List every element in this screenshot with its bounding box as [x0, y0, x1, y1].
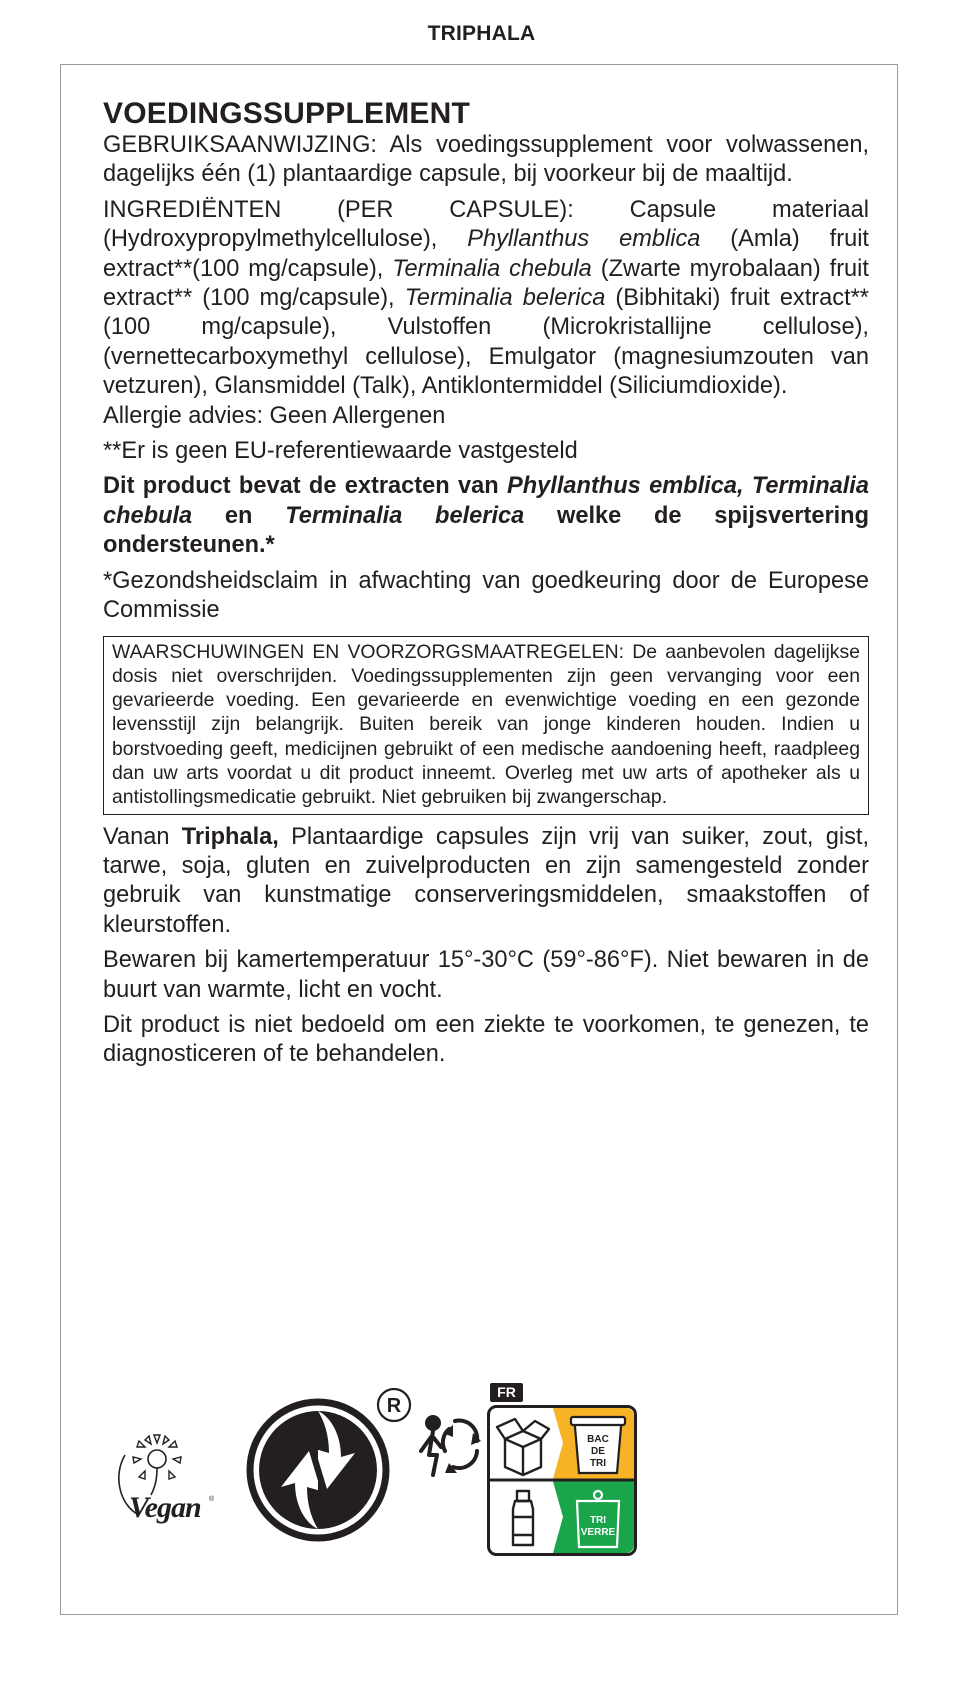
vegan-label: Vegan: [129, 1491, 201, 1524]
usage-text: GEBRUIKSAANWIJZING: Als voedingssupplement voor volwassenen, dagelijks één (1) plantaardige capsule, bij voorkeur bij de maaltijd.: [103, 132, 869, 188]
section-heading: VOEDINGSSUPPLEMENT: [103, 97, 470, 130]
eu-reference-note: **Er is geen EU-referentiewaarde vastgesteld: [103, 438, 578, 465]
registered-mark: [375, 1386, 413, 1424]
claim-footnote: *Gezondsheidsclaim in afwachting van goedkeuring door de Europese Commissie: [103, 567, 869, 624]
ingredients-text: INGREDIËNTEN (PER CAPSULE): Capsule materiaal (Hydroxypropylmethylcellulose), Phyllanthus emblica (Amla) fruit extract**(100 mg/capsule), Terminalia chebula (Zwarte myrobalaan) fruit extract** (100 mg/capsule), Terminalia belerica (Bibhitaki) fruit extract**(100 mg/capsule), Vulstoffen (Microkristallijne cellulose), (vernettecarboxymethyl cellulose), Emulgator (magnesiumzouten van vetzuren), Glansmiddel (Talk), Antiklontermiddel (Siliciumdioxide).: [103, 196, 869, 400]
tri-label: TRI: [589, 1458, 607, 1469]
page-title: TRIPHALA: [427, 22, 536, 45]
storage-text: Bewaren bij kamertemperatuur 15°-30°C (59°-86°F). Niet bewaren in de buurt van warmte, licht en vocht.: [103, 947, 869, 1003]
warning-box: WAARSCHUWINGEN EN VOORZORGSMAATREGELEN: De aanbevolen dagelijkse dosis niet overschrijden. Voedingssupplementen zijn geen vervanging voor een gevarieerde voeding. Een gevarieerde en evenwichtige voeding en een gezonde levensstijl zijn belangrijk. Buiten bereik van jonge kinderen houden. Indien u borstvoeding geeft, medicijnen gebruikt of een medische aandoening heeft, raadpleeg dan uw arts voordat u dit product inneemt. Overleg met uw arts of apotheker als u antistollingsmedicatie gebruikt. Niet gebruiken bij zwangerschap.: [103, 636, 869, 815]
fr-badge: FR: [490, 1383, 523, 1402]
tri-verre-label-2: VERRE: [580, 1527, 616, 1538]
allergy-text: Allergie advies: Geen Allergenen: [103, 402, 446, 429]
green-dot-recycling-icon: [243, 1395, 393, 1545]
sorting-info-grid: [487, 1405, 637, 1556]
free-from-text: Vanan Triphala, Plantaardige capsules zijn vrij van suiker, zout, gist, tarwe, soja, gluten en zuivelproducten en zijn samengesteld zonder gebruik van kunstmatige conserveringsmiddelen, smaakstoffen of kleurstoffen.: [103, 823, 870, 938]
health-claim: Dit product bevat de extracten van Phyllanthus emblica, Terminalia chebula en Terminalia belerica welke de spijsvertering ondersteunen.*: [103, 473, 870, 559]
triman-icon: [419, 1407, 483, 1481]
vegan-logo-icon: [105, 1425, 225, 1535]
label-content: [103, 97, 869, 1070]
tri-verre-label-1: TRI: [589, 1515, 607, 1526]
svg-text:R: R: [386, 1395, 402, 1417]
label-panel: [60, 64, 898, 1615]
de-label: DE: [591, 1446, 605, 1457]
disclaimer-text: Dit product is niet bedoeld om een ziekte te voorkomen, te genezen, te diagnosticeren of te behandelen.: [103, 1012, 869, 1068]
bac-label: BAC: [587, 1434, 609, 1445]
svg-text:®: ®: [209, 1496, 215, 1503]
